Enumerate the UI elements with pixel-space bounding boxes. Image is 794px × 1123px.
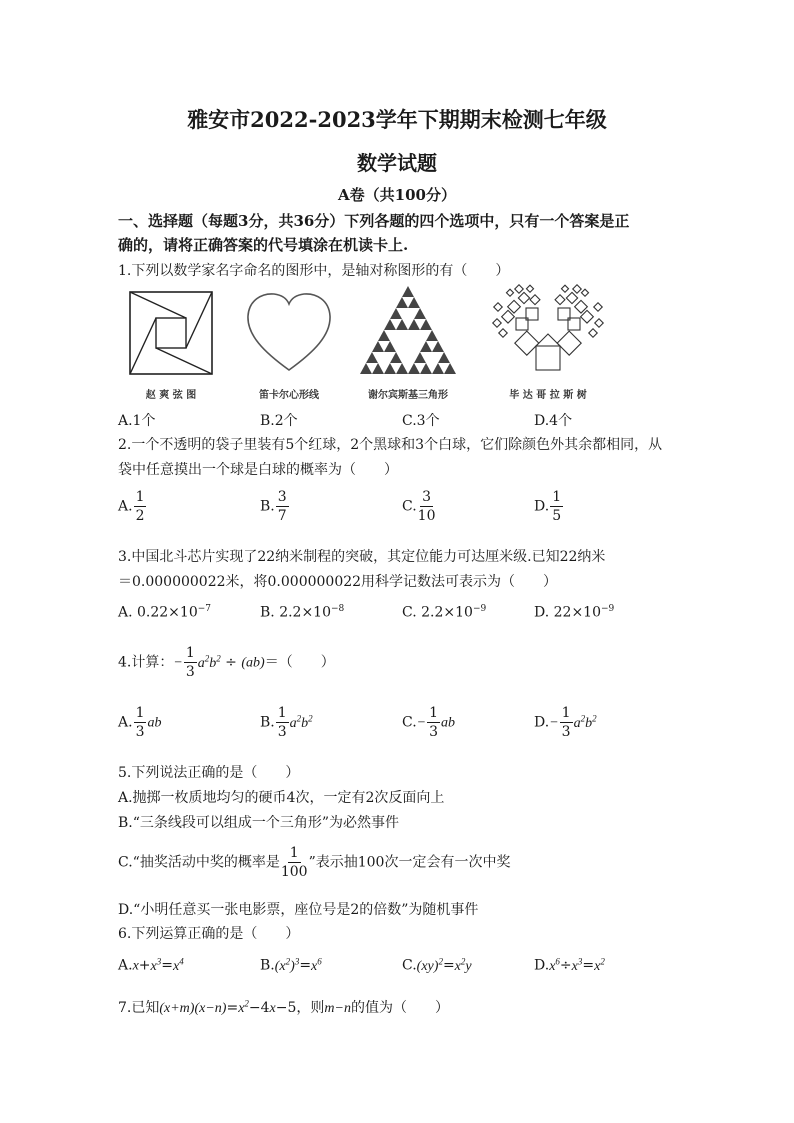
q5-option-c[interactable]: C.“抽奖活动中奖的概率是 $\frac{1}{100}$ ”表示抽100次一定会有一次中奖 — [118, 845, 511, 880]
exam-title: 雅安市2022-2023学年下期期末检测七年级 — [187, 107, 607, 132]
figure-caption-2: 笛卡尔心形线 — [259, 390, 319, 401]
q6-option-c[interactable]: $C.(xy)^2=x^2y$ — [402, 956, 472, 974]
q1-option-d[interactable]: D.4个 — [534, 413, 573, 429]
q3-option-c[interactable]: C. $2.2\times 10^{-9}$ — [402, 604, 487, 621]
q3-stem-line-2: ＝0.000000022米，将0.000000022用科学记数法可表示为（ ） — [118, 574, 558, 590]
q4-stem: 4.计算：− $\frac{1}{3}$ $a^2b^2 \div (ab)=$（ ） — [118, 645, 335, 680]
q5-option-b[interactable]: B.“三条线段可以组成一个三角形”为必然事件 — [118, 815, 400, 831]
q2-option-d[interactable]: D. $\frac{1}{5}$ — [534, 489, 562, 524]
q3-stem-line-1: 3.中国北斗芯片实现了22纳米制程的突破，其定位能力可达厘米级.已知22纳米 — [118, 549, 606, 565]
q7-stem: 7.已知$(x+m)(x-n)=x^2-4x-5$，则m−n的值为（ ） — [118, 998, 449, 1016]
cardioid-heart-figure — [244, 290, 334, 380]
q4-option-a[interactable]: A. $\frac{1}{3}$ ab — [118, 705, 162, 740]
figure-caption-1: 赵 爽 弦 图 — [145, 390, 197, 401]
q3-option-a[interactable]: A. $0.22\times 10^{-7}$ — [118, 604, 212, 621]
q6-option-b[interactable]: $B.(x^2)^3=x^6$ — [260, 956, 322, 974]
q6-option-a[interactable]: $A.x+x^3=x^4$ — [118, 956, 184, 974]
q6-stem: 6.下列运算正确的是（ ） — [118, 926, 300, 942]
q4-option-d[interactable]: D.− $\frac{1}{3}$ $a^2b^2$ — [534, 705, 597, 740]
q2-option-b[interactable]: B. $\frac{3}{7}$ — [260, 489, 287, 524]
q2-stem-line-1: 2.一个不透明的袋子里装有5个红球，2个黑球和3个白球，它们除颜色外其余都相同，从 — [118, 437, 663, 453]
q1-option-a[interactable]: A.1个 — [118, 413, 156, 429]
pythagoras-tree-figure — [490, 282, 606, 382]
q2-option-a[interactable]: A. $\frac{1}{2}$ — [118, 489, 145, 524]
figure-caption-4: 毕 达 哥 拉 斯 树 — [509, 390, 587, 401]
q4-option-c[interactable]: C.− $\frac{1}{3}$ ab — [402, 705, 456, 740]
q6-option-d[interactable]: $D.x^6\div x^3=x^2$ — [534, 956, 605, 974]
q4-option-b[interactable]: B. $\frac{1}{3}$ $a^2b^2$ — [260, 705, 313, 740]
q5-option-a[interactable]: A.抛掷一枚质地均匀的硬币4次，一定有2次反面向上 — [118, 790, 445, 806]
q2-option-c[interactable]: C. $\frac{3}{10}$ — [402, 489, 436, 524]
instruction-line-1: 一、选择题（每题3分，共36分）下列各题的四个选项中，只有一个答案是正 — [118, 212, 630, 230]
q5-stem: 5.下列说法正确的是（ ） — [118, 765, 300, 781]
q1-option-b[interactable]: B.2个 — [260, 413, 298, 429]
q2-stem-line-2: 袋中任意摸出一个球是白球的概率为（ ） — [118, 462, 398, 478]
figure-caption-3: 谢尔宾斯基三角形 — [368, 390, 448, 401]
exam-subtitle: 数学试题 — [357, 151, 437, 175]
instruction-line-2: 确的，请将正确答案的代号填涂在机读卡上. — [118, 236, 409, 254]
q3-option-d[interactable]: D. $22\times 10^{-9}$ — [534, 604, 615, 621]
zhao-shuang-figure — [128, 290, 214, 380]
q1-option-c[interactable]: C.3个 — [402, 413, 440, 429]
q3-option-b[interactable]: B. $2.2\times 10^{-8}$ — [260, 604, 345, 621]
sierpinski-triangle-figure — [358, 284, 458, 382]
section-heading: A卷（共100分） — [338, 186, 456, 204]
q5-option-d[interactable]: D.“小明任意买一张电影票，座位号是2的倍数”为随机事件 — [118, 902, 479, 918]
q1-stem: 1.下列以数学家名字命名的图形中，是轴对称图形的有（ ） — [118, 263, 510, 279]
